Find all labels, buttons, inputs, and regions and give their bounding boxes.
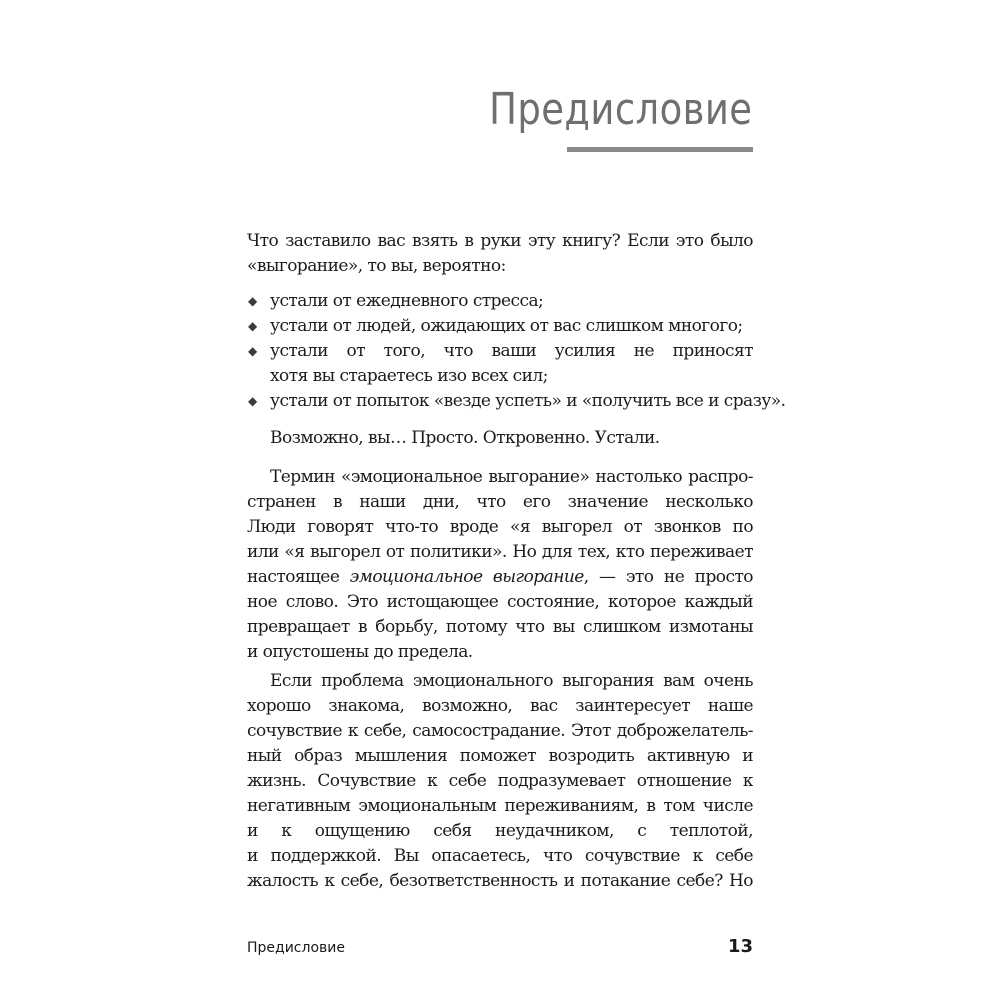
text-line: Возможно, вы… Просто. Откровенно. Устали. <box>270 428 660 448</box>
text-line: «выгорание», то вы, вероятно: <box>247 256 506 276</box>
text-line: Люди говорят что-то вроде «я выгорел от звонков по <box>247 517 753 537</box>
text-line: или «я выгорел от политики». Но для тех, кто переживает <box>247 542 753 562</box>
tired-paragraph <box>247 426 753 451</box>
text-line: сочувствие к себе, самосострадание. Этот доброжелатель- <box>247 721 753 741</box>
diamond-bullet-icon: ◆ <box>248 319 257 333</box>
paragraph-burnout-term <box>247 465 753 665</box>
text-line: хотя вы стараетесь изо всех сил; <box>270 366 548 386</box>
text-line: жизнь. Сочувствие к себе подразумевает отношение к <box>247 771 753 791</box>
text-line: превращает в борьбу, потому что вы слишком измотаны <box>247 617 753 637</box>
list-item <box>247 389 786 414</box>
text-line <box>247 565 753 590</box>
intro-paragraph <box>247 229 753 279</box>
diamond-bullet-icon: ◆ <box>248 394 257 408</box>
list-item <box>247 314 753 339</box>
paragraph-self-compassion <box>247 669 753 894</box>
text-fragment: , — это не просто <box>583 567 753 587</box>
text-line: Что заставило вас взять в руки эту книгу? Если это было <box>247 231 753 251</box>
text-line: устали от людей, ожидающих от вас слишком многого; <box>270 316 743 336</box>
text-line: устали от ежедневного стресса; <box>270 291 544 311</box>
text-line: хорошо знакома, возможно, вас заинтересует наше <box>247 696 753 716</box>
bullet-list <box>247 289 786 414</box>
text-line: и опустошены до предела. <box>247 642 473 662</box>
emphasis-term: эмоциональное выгорание <box>349 567 584 587</box>
text-line: устали от попыток «везде успеть» и «получить все и сразу». <box>270 391 786 411</box>
diamond-bullet-icon: ◆ <box>248 294 257 308</box>
text-line: устали от того, что ваши усилия не приносят <box>270 341 753 361</box>
chapter-title: Предисловие <box>488 84 752 135</box>
body-text <box>247 229 786 894</box>
text-line: жалость к себе, безответственность и потакание себе? Но <box>247 871 753 891</box>
text-line: негативным эмоциональным переживаниям, в том числе <box>247 796 753 816</box>
list-item <box>247 289 753 314</box>
text-line: Термин «эмоциональное выгорание» настолько распро- <box>270 467 753 487</box>
text-line: ный образ мышления поможет возродить активную и <box>247 746 753 766</box>
title-underline-rule <box>567 147 753 152</box>
text-line: ное слово. Это истощающее состояние, которое каждый <box>247 592 753 612</box>
text-line: и к ощущению себя неудачником, с теплотой, <box>247 821 753 841</box>
text-line: странен в наши дни, что его значение несколько <box>247 492 753 512</box>
page-number: 13 <box>727 936 753 957</box>
text-line: и поддержкой. Вы опасаетесь, что сочувствие к себе <box>247 846 753 866</box>
diamond-bullet-icon: ◆ <box>248 344 257 358</box>
list-item <box>247 339 753 389</box>
text-fragment: настоящее <box>247 567 350 587</box>
running-footer-section: Предисловие <box>247 940 345 956</box>
text-line: Если проблема эмоционального выгорания вам очень <box>270 671 753 691</box>
